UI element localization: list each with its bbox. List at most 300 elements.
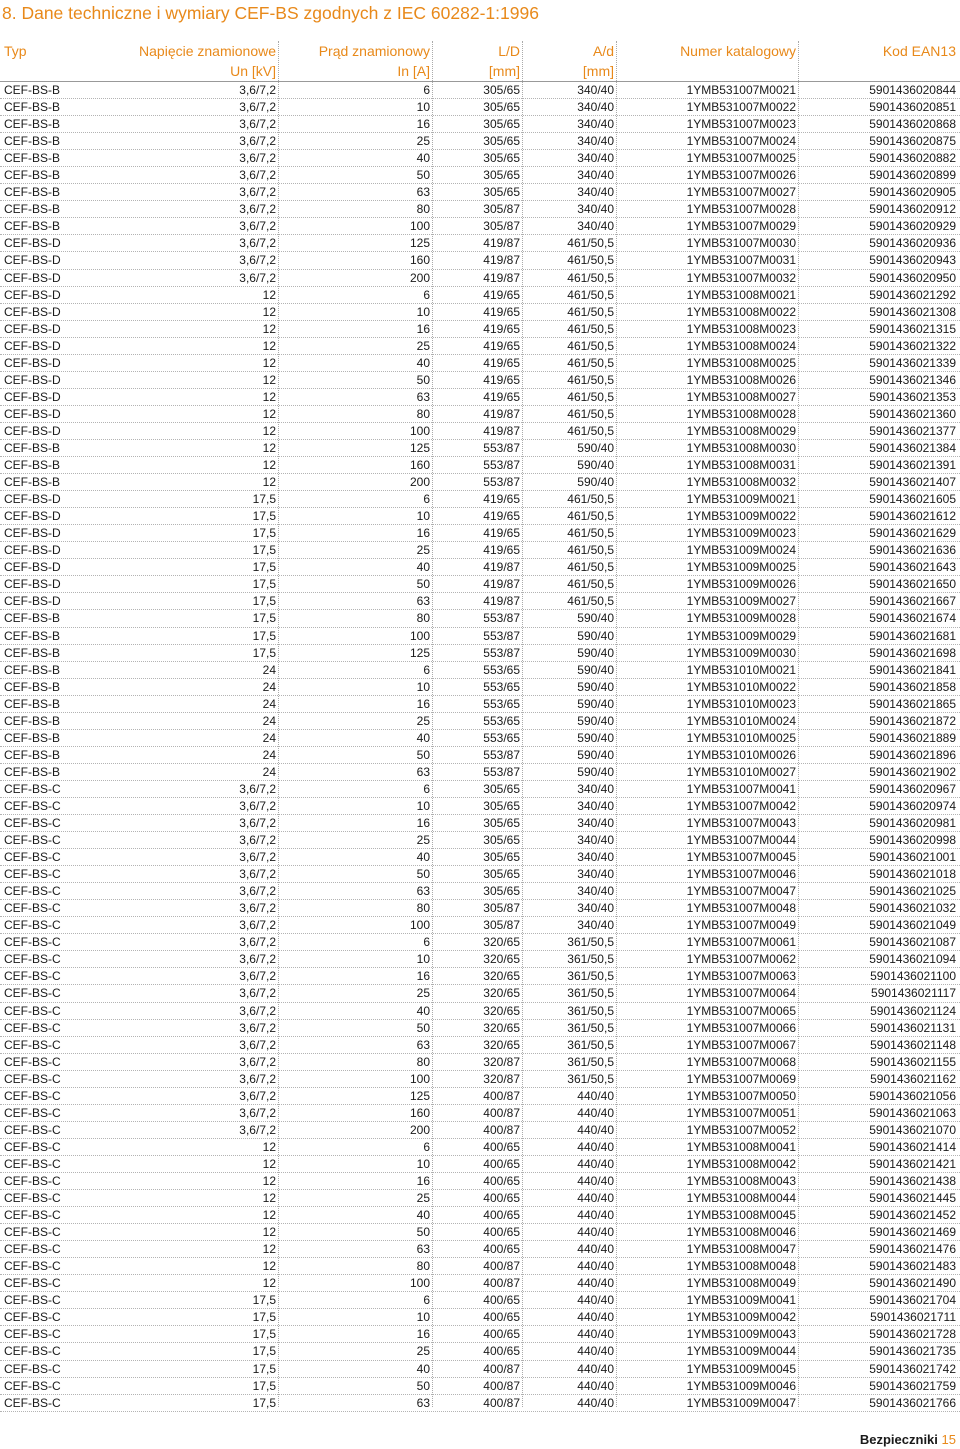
cell-typ: CEF-BS-B	[4, 202, 61, 217]
cell-prad: 25	[416, 134, 430, 149]
cell-typ: CEF-BS-C	[4, 935, 61, 950]
cell-napiecie: 3,6/7,2	[239, 918, 276, 933]
cell-typ: CEF-BS-C	[4, 1071, 61, 1086]
cell-kod-ean13: 5901436021124	[870, 1003, 956, 1018]
table-row	[0, 491, 960, 508]
table-row	[0, 201, 960, 218]
cell-ld: 320/65	[483, 1037, 520, 1052]
cell-prad: 6	[423, 83, 430, 97]
cell-numer-katalogowy: 1YMB531008M0030	[686, 440, 796, 455]
cell-numer-katalogowy: 1YMB531007M0042	[686, 798, 796, 813]
table-row	[0, 99, 960, 116]
cell-ad: 361/50,5	[567, 1020, 614, 1035]
cell-ad: 461/50,5	[567, 423, 614, 438]
table-row	[0, 1224, 960, 1241]
table-row	[0, 1071, 960, 1088]
cell-ad: 590/40	[577, 713, 614, 728]
cell-numer-katalogowy: 1YMB531007M0041	[686, 781, 796, 796]
cell-ad: 440/40	[577, 1327, 614, 1342]
cell-kod-ean13: 5901436021421	[869, 1156, 956, 1171]
cell-ad: 440/40	[577, 1293, 614, 1308]
cell-prad: 125	[409, 1088, 430, 1103]
cell-numer-katalogowy: 1YMB531007M0045	[686, 850, 796, 865]
cell-ad: 590/40	[577, 611, 614, 626]
cell-kod-ean13: 5901436021322	[869, 338, 956, 353]
cell-kod-ean13: 5901436021384	[869, 440, 956, 455]
cell-ld: 320/65	[483, 986, 520, 1001]
table-row	[0, 610, 960, 627]
table-header	[0, 41, 960, 82]
cell-ld: 400/87	[483, 1276, 520, 1291]
cell-ad: 440/40	[577, 1105, 614, 1120]
cell-ld: 553/87	[483, 628, 520, 643]
cell-kod-ean13: 5901436021056	[869, 1088, 956, 1103]
cell-kod-ean13: 5901436021049	[869, 918, 956, 933]
table-row	[0, 628, 960, 645]
cell-prad: 40	[416, 1361, 430, 1376]
cell-prad: 80	[416, 611, 430, 626]
cell-prad: 100	[409, 628, 430, 643]
cell-typ: CEF-BS-D	[4, 423, 61, 438]
cell-kod-ean13: 5901436021131	[870, 1020, 956, 1035]
cell-numer-katalogowy: 1YMB531008M0042	[686, 1156, 796, 1171]
table-row	[0, 1088, 960, 1105]
cell-ad: 440/40	[577, 1378, 614, 1393]
cell-typ: CEF-BS-B	[4, 151, 61, 166]
cell-prad: 25	[416, 543, 430, 558]
cell-ld: 553/65	[483, 696, 520, 711]
cell-kod-ean13: 5901436021667	[869, 594, 956, 609]
cell-prad: 50	[416, 1225, 430, 1240]
cell-ld: 400/65	[483, 1174, 520, 1188]
cell-prad: 160	[409, 1105, 430, 1120]
cell-napiecie: 3,6/7,2	[239, 867, 276, 882]
cell-ad: 590/40	[577, 696, 614, 711]
table-row	[0, 389, 960, 406]
cell-ad: 361/50,5	[567, 969, 614, 984]
cell-ad: 440/40	[577, 1088, 614, 1103]
cell-ld: 305/87	[483, 202, 520, 217]
cell-napiecie: 12	[262, 1208, 276, 1223]
cell-kod-ean13: 5901436021766	[869, 1395, 956, 1410]
cell-ld: 400/65	[483, 1139, 520, 1154]
cell-typ: CEF-BS-C	[4, 1259, 61, 1274]
table-row	[0, 235, 960, 252]
cell-ad: 461/50,5	[567, 543, 614, 558]
cell-napiecie: 3,6/7,2	[239, 1088, 276, 1103]
cell-prad: 16	[416, 321, 430, 336]
cell-prad: 25	[416, 986, 430, 1001]
cell-napiecie: 3,6/7,2	[239, 236, 276, 251]
cell-ld: 553/65	[483, 713, 520, 728]
cell-kod-ean13: 5901436021346	[869, 372, 956, 387]
cell-prad: 25	[416, 1344, 430, 1359]
cell-prad: 63	[416, 1037, 430, 1052]
cell-numer-katalogowy: 1YMB531010M0022	[686, 679, 796, 694]
cell-prad: 80	[416, 406, 430, 421]
table-row	[0, 1258, 960, 1275]
cell-numer-katalogowy: 1YMB531007M0048	[686, 901, 796, 916]
cell-numer-katalogowy: 1YMB531009M0044	[686, 1344, 796, 1359]
cell-numer-katalogowy: 1YMB531007M0043	[686, 816, 796, 831]
cell-prad: 40	[416, 1208, 430, 1223]
cell-typ: CEF-BS-D	[4, 304, 61, 319]
cell-ad: 440/40	[577, 1174, 614, 1188]
cell-kod-ean13: 5901436021001	[869, 850, 956, 865]
cell-ad: 340/40	[577, 168, 614, 183]
cell-ad: 340/40	[577, 83, 614, 97]
cell-ld: 305/87	[483, 219, 520, 234]
cell-ld: 305/65	[483, 781, 520, 796]
cell-typ: CEF-BS-B	[4, 168, 61, 183]
cell-numer-katalogowy: 1YMB531009M0028	[686, 611, 796, 626]
cell-kod-ean13: 5901436020882	[869, 151, 956, 166]
cell-napiecie: 12	[262, 440, 276, 455]
cell-ad: 340/40	[577, 134, 614, 149]
cell-ad: 461/50,5	[567, 526, 614, 541]
cell-prad: 16	[416, 526, 430, 541]
cell-numer-katalogowy: 1YMB531007M0021	[686, 83, 796, 97]
header-prad: Prąd znamionowy In [A]	[318, 43, 430, 79]
table-row	[0, 542, 960, 559]
cell-typ: CEF-BS-D	[4, 270, 61, 285]
cell-numer-katalogowy: 1YMB531009M0045	[686, 1361, 796, 1376]
cell-ad: 361/50,5	[567, 1071, 614, 1086]
table-row	[0, 321, 960, 338]
cell-kod-ean13: 5901436020868	[869, 117, 956, 132]
cell-typ: CEF-BS-B	[4, 747, 61, 762]
cell-prad: 50	[416, 1020, 430, 1035]
cell-typ: CEF-BS-C	[4, 1054, 61, 1069]
table-row	[0, 252, 960, 269]
cell-ld: 419/65	[483, 338, 520, 353]
table-row	[0, 730, 960, 747]
cell-kod-ean13: 5901436021742	[869, 1361, 956, 1376]
cell-numer-katalogowy: 1YMB531008M0028	[686, 406, 796, 421]
cell-ld: 419/65	[483, 304, 520, 319]
cell-typ: CEF-BS-C	[4, 1344, 61, 1359]
cell-prad: 10	[416, 1310, 430, 1325]
cell-kod-ean13: 5901436021759	[869, 1378, 956, 1393]
cell-napiecie: 12	[262, 1276, 276, 1291]
cell-kod-ean13: 5901436021902	[869, 764, 956, 779]
cell-kod-ean13: 5901436021711	[870, 1310, 956, 1325]
cell-numer-katalogowy: 1YMB531009M0023	[686, 526, 796, 541]
cell-ld: 305/65	[483, 100, 520, 115]
cell-prad: 6	[423, 1139, 430, 1154]
cell-prad: 40	[416, 355, 430, 370]
cell-ld: 400/65	[483, 1208, 520, 1223]
table-row	[0, 1020, 960, 1037]
table-body	[0, 82, 960, 1412]
cell-kod-ean13: 5901436021605	[869, 492, 956, 507]
cell-typ: CEF-BS-B	[4, 696, 61, 711]
cell-napiecie: 3,6/7,2	[239, 816, 276, 831]
cell-ad: 461/50,5	[567, 406, 614, 421]
cell-typ: CEF-BS-C	[4, 1361, 61, 1376]
cell-typ: CEF-BS-D	[4, 526, 61, 541]
cell-prad: 50	[416, 747, 430, 762]
cell-napiecie: 17,5	[252, 1293, 276, 1308]
cell-ld: 419/87	[483, 270, 520, 285]
cell-typ: CEF-BS-C	[4, 798, 61, 813]
cell-napiecie: 3,6/7,2	[239, 1071, 276, 1086]
cell-typ: CEF-BS-C	[4, 1293, 61, 1308]
cell-ld: 553/87	[483, 764, 520, 779]
cell-typ: CEF-BS-B	[4, 219, 61, 234]
cell-napiecie: 3,6/7,2	[239, 117, 276, 132]
cell-ad: 461/50,5	[567, 270, 614, 285]
cell-prad: 63	[416, 884, 430, 899]
cell-ad: 461/50,5	[567, 389, 614, 404]
header-kod-ean13: Kod EAN13	[882, 43, 956, 59]
cell-numer-katalogowy: 1YMB531008M0032	[686, 475, 796, 490]
cell-ad: 590/40	[577, 679, 614, 694]
cell-numer-katalogowy: 1YMB531009M0047	[686, 1395, 796, 1410]
cell-napiecie: 3,6/7,2	[239, 1105, 276, 1120]
cell-napiecie: 17,5	[252, 543, 276, 558]
table-row	[0, 576, 960, 593]
cell-kod-ean13: 5901436021650	[869, 577, 956, 592]
cell-prad: 63	[416, 594, 430, 609]
cell-napiecie: 12	[262, 304, 276, 319]
table-row	[0, 474, 960, 491]
cell-kod-ean13: 5901436021636	[869, 543, 956, 558]
cell-typ: CEF-BS-C	[4, 1276, 61, 1291]
cell-prad: 125	[409, 236, 430, 251]
cell-napiecie: 17,5	[252, 1327, 276, 1342]
cell-numer-katalogowy: 1YMB531007M0027	[686, 185, 796, 200]
cell-prad: 6	[423, 935, 430, 950]
cell-typ: CEF-BS-B	[4, 730, 61, 745]
cell-prad: 25	[416, 713, 430, 728]
cell-typ: CEF-BS-D	[4, 287, 61, 302]
cell-ld: 419/87	[483, 253, 520, 268]
cell-typ: CEF-BS-C	[4, 884, 61, 899]
cell-ad: 340/40	[577, 781, 614, 796]
cell-napiecie: 3,6/7,2	[239, 185, 276, 200]
cell-ad: 461/50,5	[567, 304, 614, 319]
table-row	[0, 167, 960, 184]
cell-typ: CEF-BS-B	[4, 645, 61, 660]
cell-prad: 16	[416, 1327, 430, 1342]
cell-numer-katalogowy: 1YMB531007M0068	[686, 1054, 796, 1069]
cell-ld: 320/65	[483, 935, 520, 950]
cell-ad: 440/40	[577, 1191, 614, 1206]
cell-ld: 400/65	[483, 1344, 520, 1359]
cell-ld: 419/87	[483, 594, 520, 609]
cell-ld: 419/65	[483, 355, 520, 370]
cell-prad: 16	[416, 816, 430, 831]
table-row	[0, 1037, 960, 1054]
cell-ld: 400/87	[483, 1122, 520, 1137]
cell-ld: 305/65	[483, 884, 520, 899]
cell-typ: CEF-BS-C	[4, 952, 61, 967]
cell-prad: 200	[409, 1122, 430, 1137]
cell-ad: 361/50,5	[567, 1054, 614, 1069]
cell-napiecie: 3,6/7,2	[239, 901, 276, 916]
cell-ad: 461/50,5	[567, 338, 614, 353]
cell-ld: 400/65	[483, 1225, 520, 1240]
cell-numer-katalogowy: 1YMB531008M0047	[686, 1242, 796, 1257]
table-row	[0, 798, 960, 815]
table-row	[0, 1207, 960, 1224]
cell-ad: 440/40	[577, 1208, 614, 1223]
cell-numer-katalogowy: 1YMB531008M0046	[686, 1225, 796, 1240]
cell-kod-ean13: 5901436020851	[869, 100, 956, 115]
cell-kod-ean13: 5901436021889	[869, 730, 956, 745]
cell-napiecie: 3,6/7,2	[239, 270, 276, 285]
cell-prad: 200	[409, 270, 430, 285]
table-row	[0, 116, 960, 133]
cell-typ: CEF-BS-B	[4, 679, 61, 694]
table-row	[0, 1361, 960, 1378]
cell-kod-ean13: 5901436021445	[869, 1191, 956, 1206]
cell-prad: 80	[416, 202, 430, 217]
cell-prad: 10	[416, 1156, 430, 1171]
cell-prad: 10	[416, 798, 430, 813]
cell-prad: 100	[409, 423, 430, 438]
cell-typ: CEF-BS-C	[4, 833, 61, 848]
cell-prad: 40	[416, 151, 430, 166]
cell-typ: CEF-BS-D	[4, 543, 61, 558]
cell-ld: 419/65	[483, 389, 520, 404]
cell-ad: 340/40	[577, 901, 614, 916]
cell-napiecie: 17,5	[252, 611, 276, 626]
cell-ad: 340/40	[577, 151, 614, 166]
table-row	[0, 423, 960, 440]
cell-kod-ean13: 5901436021025	[869, 884, 956, 899]
cell-ad: 340/40	[577, 117, 614, 132]
cell-typ: CEF-BS-C	[4, 1327, 61, 1342]
table-row	[0, 304, 960, 321]
table-row	[0, 934, 960, 951]
cell-typ: CEF-BS-D	[4, 594, 61, 609]
cell-ad: 440/40	[577, 1276, 614, 1291]
cell-napiecie: 12	[262, 458, 276, 473]
cell-kod-ean13: 5901436020905	[869, 185, 956, 200]
cell-typ: CEF-BS-C	[4, 1191, 61, 1206]
cell-kod-ean13: 5901436021117	[871, 986, 956, 1001]
cell-typ: CEF-BS-B	[4, 764, 61, 779]
table-row	[0, 713, 960, 730]
table-row	[0, 1173, 960, 1190]
cell-prad: 6	[423, 287, 430, 302]
cell-typ: CEF-BS-C	[4, 1156, 61, 1171]
cell-prad: 6	[423, 492, 430, 507]
cell-napiecie: 24	[262, 696, 276, 711]
cell-ad: 590/40	[577, 662, 614, 677]
cell-typ: CEF-BS-C	[4, 1395, 61, 1410]
cell-ad: 340/40	[577, 850, 614, 865]
cell-ad: 340/40	[577, 185, 614, 200]
cell-typ: CEF-BS-B	[4, 440, 61, 455]
cell-kod-ean13: 5901436020929	[869, 219, 956, 234]
cell-numer-katalogowy: 1YMB531008M0031	[686, 458, 796, 473]
cell-typ: CEF-BS-C	[4, 1378, 61, 1393]
cell-typ: CEF-BS-C	[4, 1225, 61, 1240]
cell-kod-ean13: 5901436021063	[869, 1105, 956, 1120]
cell-numer-katalogowy: 1YMB531008M0022	[686, 304, 796, 319]
cell-typ: CEF-BS-D	[4, 321, 61, 336]
cell-ad: 340/40	[577, 100, 614, 115]
cell-prad: 63	[416, 764, 430, 779]
cell-numer-katalogowy: 1YMB531007M0025	[686, 151, 796, 166]
cell-ld: 553/87	[483, 440, 520, 455]
cell-napiecie: 24	[262, 713, 276, 728]
cell-numer-katalogowy: 1YMB531007M0065	[686, 1003, 796, 1018]
cell-kod-ean13: 5901436021162	[870, 1071, 956, 1086]
cell-kod-ean13: 5901436021469	[869, 1225, 956, 1240]
cell-kod-ean13: 5901436021155	[870, 1054, 956, 1069]
cell-napiecie: 17,5	[252, 509, 276, 524]
cell-kod-ean13: 5901436020943	[869, 253, 956, 268]
cell-napiecie: 12	[262, 1174, 276, 1188]
cell-numer-katalogowy: 1YMB531010M0023	[686, 696, 796, 711]
cell-kod-ean13: 5901436021841	[869, 662, 956, 677]
cell-kod-ean13: 5901436021452	[869, 1208, 956, 1223]
cell-ad: 340/40	[577, 202, 614, 217]
cell-kod-ean13: 5901436020875	[869, 134, 956, 149]
cell-ad: 590/40	[577, 645, 614, 660]
cell-kod-ean13: 5901436020912	[869, 202, 956, 217]
cell-ad: 440/40	[577, 1310, 614, 1325]
cell-typ: CEF-BS-D	[4, 355, 61, 370]
cell-ld: 400/65	[483, 1191, 520, 1206]
cell-kod-ean13: 5901436021377	[869, 423, 956, 438]
cell-napiecie: 12	[262, 406, 276, 421]
table-row	[0, 1139, 960, 1156]
cell-ad: 440/40	[577, 1395, 614, 1410]
cell-numer-katalogowy: 1YMB531010M0021	[686, 662, 796, 677]
cell-ld: 419/87	[483, 560, 520, 575]
cell-numer-katalogowy: 1YMB531007M0050	[686, 1088, 796, 1103]
cell-numer-katalogowy: 1YMB531009M0027	[686, 594, 796, 609]
cell-numer-katalogowy: 1YMB531008M0025	[686, 355, 796, 370]
cell-typ: CEF-BS-B	[4, 185, 61, 200]
cell-typ: CEF-BS-C	[4, 781, 61, 796]
cell-prad: 16	[416, 117, 430, 132]
cell-napiecie: 12	[262, 287, 276, 302]
cell-ld: 419/65	[483, 492, 520, 507]
cell-typ: CEF-BS-B	[4, 611, 61, 626]
cell-typ: CEF-BS-C	[4, 1242, 61, 1257]
cell-ad: 361/50,5	[567, 952, 614, 967]
cell-typ: CEF-BS-C	[4, 901, 61, 916]
cell-kod-ean13: 5901436021308	[869, 304, 956, 319]
cell-numer-katalogowy: 1YMB531008M0043	[686, 1174, 796, 1188]
cell-ld: 320/65	[483, 1020, 520, 1035]
cell-kod-ean13: 5901436021070	[869, 1122, 956, 1137]
cell-typ: CEF-BS-C	[4, 1037, 61, 1052]
cell-prad: 100	[409, 219, 430, 234]
cell-napiecie: 24	[262, 764, 276, 779]
table-row	[0, 1395, 960, 1412]
cell-ld: 320/65	[483, 952, 520, 967]
cell-numer-katalogowy: 1YMB531007M0028	[686, 202, 796, 217]
cell-ad: 340/40	[577, 219, 614, 234]
cell-napiecie: 3,6/7,2	[239, 1020, 276, 1035]
cell-numer-katalogowy: 1YMB531007M0026	[686, 168, 796, 183]
cell-ad: 461/50,5	[567, 594, 614, 609]
cell-ad: 461/50,5	[567, 321, 614, 336]
cell-typ: CEF-BS-C	[4, 986, 61, 1001]
cell-ld: 400/87	[483, 1259, 520, 1274]
cell-typ: CEF-BS-D	[4, 389, 61, 404]
table-row	[0, 1241, 960, 1258]
cell-numer-katalogowy: 1YMB531008M0029	[686, 423, 796, 438]
cell-kod-ean13: 5901436021612	[869, 509, 956, 524]
